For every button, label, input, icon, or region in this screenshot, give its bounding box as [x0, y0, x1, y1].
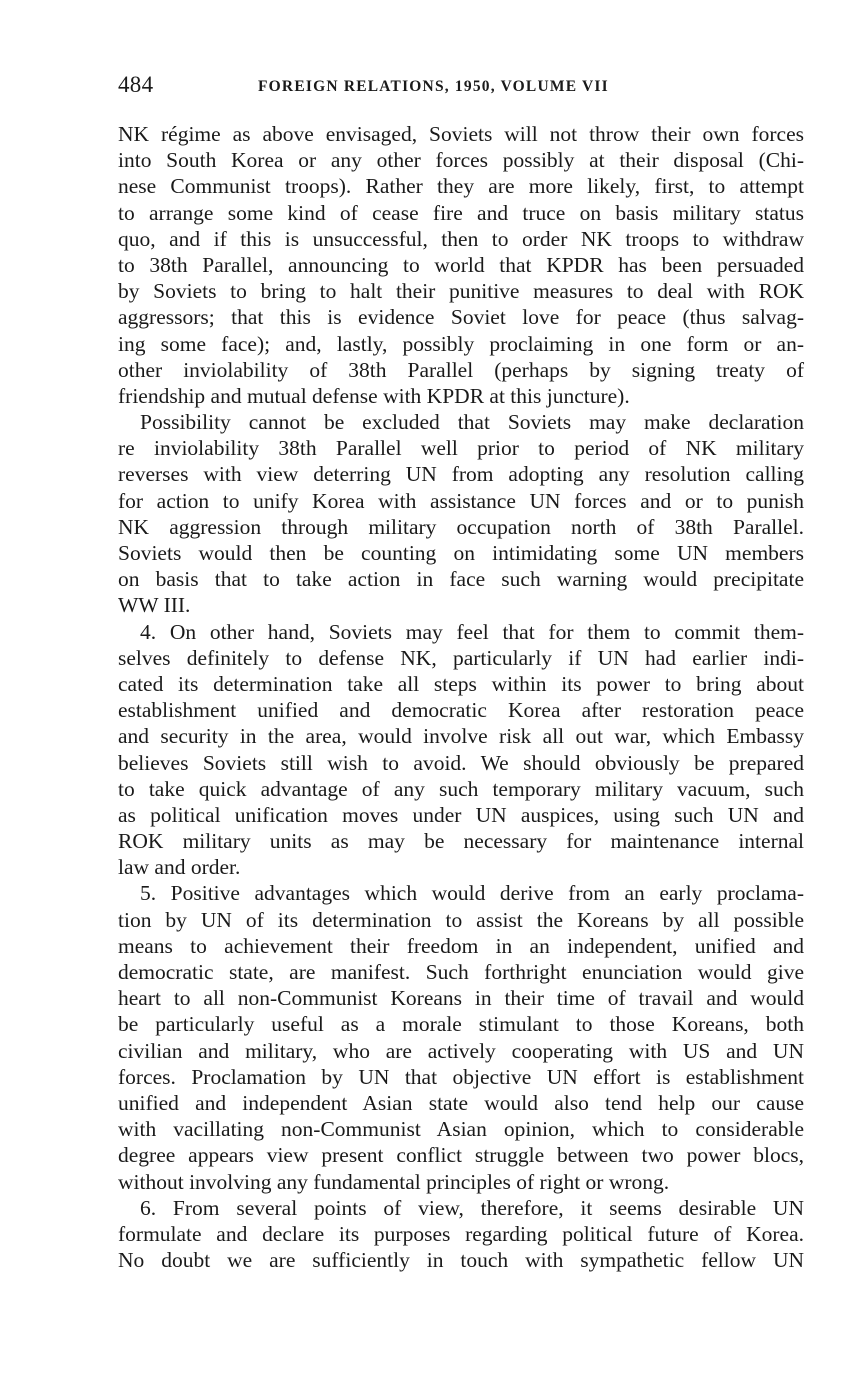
paragraph-5	[118, 1195, 804, 1274]
text-line: heart to all non-Communist Koreans in their time of travail and would	[118, 986, 804, 1011]
paragraph-1	[118, 121, 804, 409]
text-line: Possibility cannot be excluded that Soviets may make declaration	[140, 410, 804, 435]
text-line: means to achievement their freedom in an independent, unified and	[118, 933, 804, 958]
running-head: FOREIGN RELATIONS, 1950, VOLUME VII	[258, 78, 609, 95]
text-line: 4. On other hand, Soviets may feel that for them to commit them-	[140, 619, 804, 644]
body-text	[118, 121, 804, 1273]
text-line: WW III.	[118, 593, 191, 618]
text-line: aggressors; that this is evidence Soviet love for peace (thus salvag-	[118, 305, 804, 330]
text-line: without involving any fundamental principles of right or wrong.	[118, 1169, 670, 1194]
text-line: for action to unify Korea with assistance UN forces and or to punish	[118, 488, 804, 513]
text-line: be particularly useful as a morale stimulant to those Koreans, both	[118, 1012, 804, 1037]
text-line: to 38th Parallel, announcing to world that KPDR has been persuaded	[118, 252, 804, 277]
page-number: 484	[118, 72, 154, 97]
text-line: and security in the area, would involve risk all out war, which Embassy	[118, 724, 804, 749]
text-line: 6. From several points of view, therefore, it seems desirable UN	[140, 1195, 804, 1220]
text-line: law and order.	[118, 855, 241, 880]
text-line: friendship and mutual defense with KPDR at this juncture).	[118, 383, 630, 408]
text-line: other inviolability of 38th Parallel (perhaps by signing treaty of	[118, 357, 804, 382]
text-line: Soviets would then be counting on intimidating some UN members	[118, 541, 804, 565]
text-line: forces. Proclamation by UN that objective UN effort is establishment	[118, 1064, 804, 1089]
text-line: NK régime as above envisaged, Soviets will not throw their own forces	[118, 122, 804, 146]
paragraph-4	[118, 880, 804, 1194]
text-line: into South Korea or any other forces possibly at their disposal (Chi-	[118, 148, 804, 173]
text-line: to take quick advantage of any such temporary military vacuum, such	[118, 776, 804, 801]
text-line: degree appears view present conflict struggle between two power blocs,	[118, 1143, 804, 1168]
paragraph-3	[118, 619, 804, 881]
text-line: nese Communist troops). Rather they are more likely, first, to attempt	[118, 174, 804, 199]
text-line: NK aggression through military occupation north of 38th Parallel.	[118, 514, 804, 539]
text-line: re inviolability 38th Parallel well prior to period of NK military	[118, 436, 804, 461]
text-line: believes Soviets still wish to avoid. We should obviously be prepared	[118, 750, 804, 775]
text-line: 5. Positive advantages which would derive from an early proclama-	[140, 881, 804, 906]
text-line: as political unification moves under UN auspices, using such UN and	[118, 802, 804, 827]
text-line: ROK military units as may be necessary for maintenance internal	[118, 829, 804, 854]
text-line: reverses with view deterring UN from adopting any resolution calling	[118, 462, 804, 487]
text-line: cated its determination take all steps within its power to bring about	[118, 671, 804, 696]
text-line: democratic state, are manifest. Such forthright enunciation would give	[118, 960, 804, 984]
paragraph-2	[118, 409, 804, 619]
text-line: civilian and military, who are actively cooperating with US and UN	[118, 1038, 804, 1063]
text-line: No doubt we are sufficiently in touch with sympathetic fellow UN	[118, 1248, 804, 1273]
text-line: on basis that to take action in face such warning would precipitate	[118, 567, 804, 592]
text-line: selves definitely to defense NK, particularly if UN had earlier indi-	[118, 645, 804, 670]
text-line: formulate and declare its purposes regarding political future of Korea.	[118, 1221, 804, 1246]
page-header	[118, 72, 678, 102]
text-line: establishment unified and democratic Korea after restoration peace	[118, 698, 804, 723]
text-line: to arrange some kind of cease fire and truce on basis military status	[118, 200, 804, 225]
text-line: unified and independent Asian state would also tend help our cause	[118, 1090, 804, 1115]
text-line: by Soviets to bring to halt their punitive measures to deal with ROK	[118, 279, 804, 304]
text-line: tion by UN of its determination to assist the Koreans by all possible	[118, 907, 804, 932]
text-line: ing some face); and, lastly, possibly proclaiming in one form or an-	[118, 331, 804, 356]
text-line: with vacillating non-Communist Asian opinion, which to considerable	[118, 1117, 804, 1142]
text-line: quo, and if this is unsuccessful, then to order NK troops to withdraw	[118, 226, 804, 251]
